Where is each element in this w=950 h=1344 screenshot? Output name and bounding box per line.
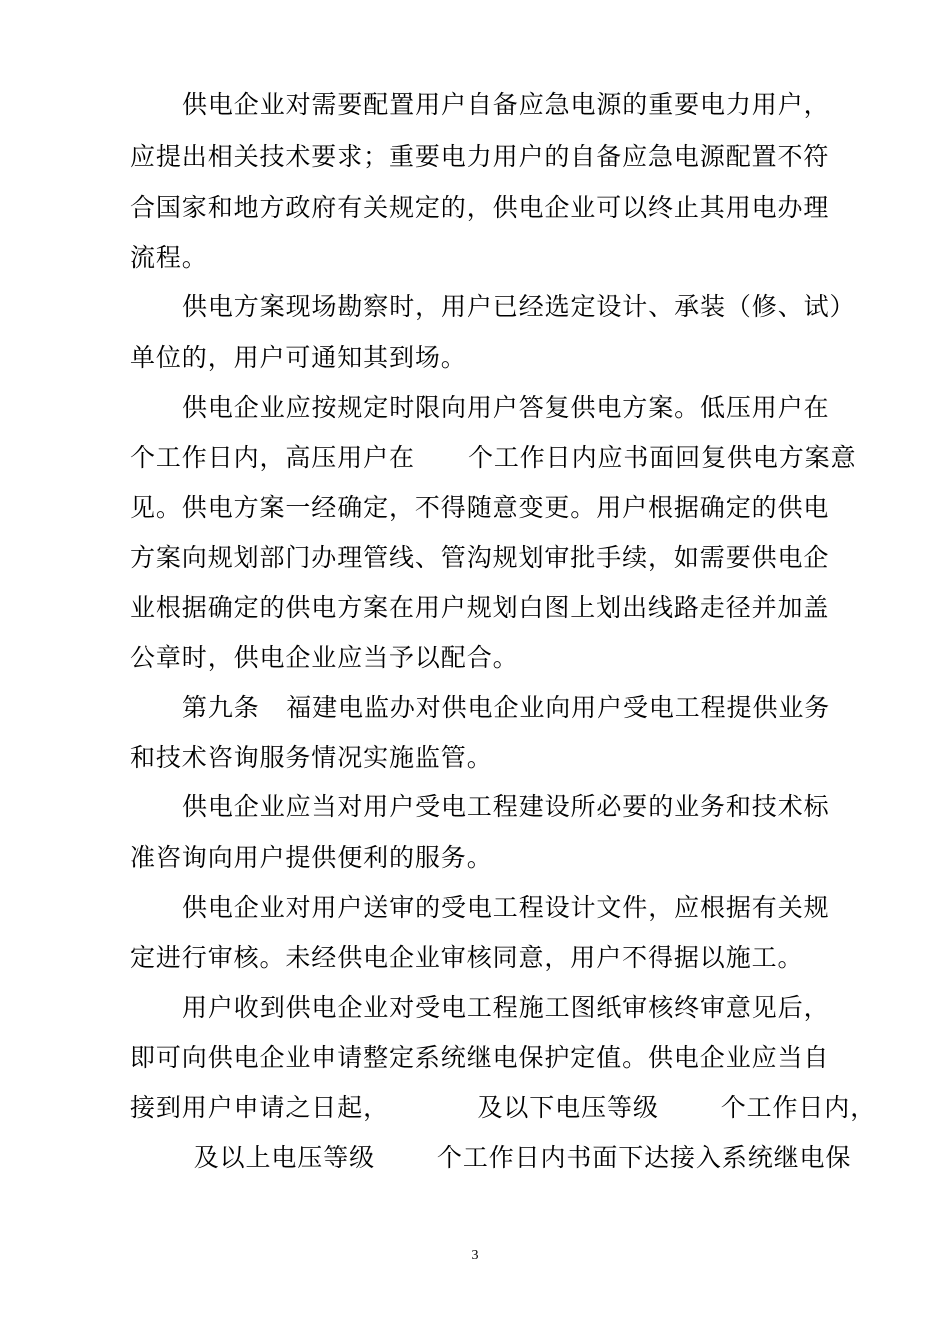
text-line: 定进行审核。未经供电企业审核同意，用户不得据以施工。	[130, 943, 804, 972]
text-line: 供电企业对需要配置用户自备应急电源的重要电力用户，	[182, 90, 830, 119]
text-line: 和技术咨询服务情况实施监管。	[130, 743, 493, 772]
text-line: 见。供电方案一经确定，不得随意变更。用户根据确定的供电	[130, 493, 830, 522]
text-line: 用户收到供电企业对受电工程施工图纸审核终审意见后，	[182, 993, 830, 1022]
text-line: 及以上电压等级 个工作日内书面下达接入系统继电保	[176, 1143, 852, 1172]
text-line: 供电企业应当对用户受电工程建设所必要的业务和技术标	[182, 792, 830, 821]
text-line: 第九条 福建电监办对供电企业向用户受电工程提供业务	[182, 693, 831, 722]
page-number: 3	[471, 1248, 479, 1263]
text-line: 准咨询向用户提供便利的服务。	[130, 843, 493, 872]
text-line: 方案向规划部门办理管线、管沟规划审批手续，如需要供电企	[130, 543, 830, 572]
text-line: 即可向供电企业申请整定系统继电保护定值。供电企业应当自	[130, 1043, 830, 1072]
text-line: 供电方案现场勘察时，用户已经选定设计、承装（修、试）	[182, 292, 856, 321]
text-line: 合国家和地方政府有关规定的，供电企业可以终止其用电办理	[130, 193, 830, 222]
text-line: 应提出相关技术要求；重要电力用户的自备应急电源配置不符	[130, 142, 830, 171]
text-line: 个工作日内，高压用户在 个工作日内应书面回复供电方案意	[130, 443, 857, 472]
text-line: 流程。	[130, 243, 208, 272]
text-line: 接到用户申请之日起， 及以下电压等级 个工作日内，	[130, 1093, 877, 1122]
text-line: 业根据确定的供电方案在用户规划白图上划出线路走径并加盖	[130, 593, 830, 622]
text-line: 供电企业对用户送审的受电工程设计文件，应根据有关规	[182, 893, 830, 922]
text-line: 供电企业应按规定时限向用户答复供电方案。低压用户在	[182, 393, 830, 422]
text-line: 单位的，用户可通知其到场。	[130, 343, 467, 372]
text-line: 公章时，供电企业应当予以配合。	[130, 643, 519, 672]
